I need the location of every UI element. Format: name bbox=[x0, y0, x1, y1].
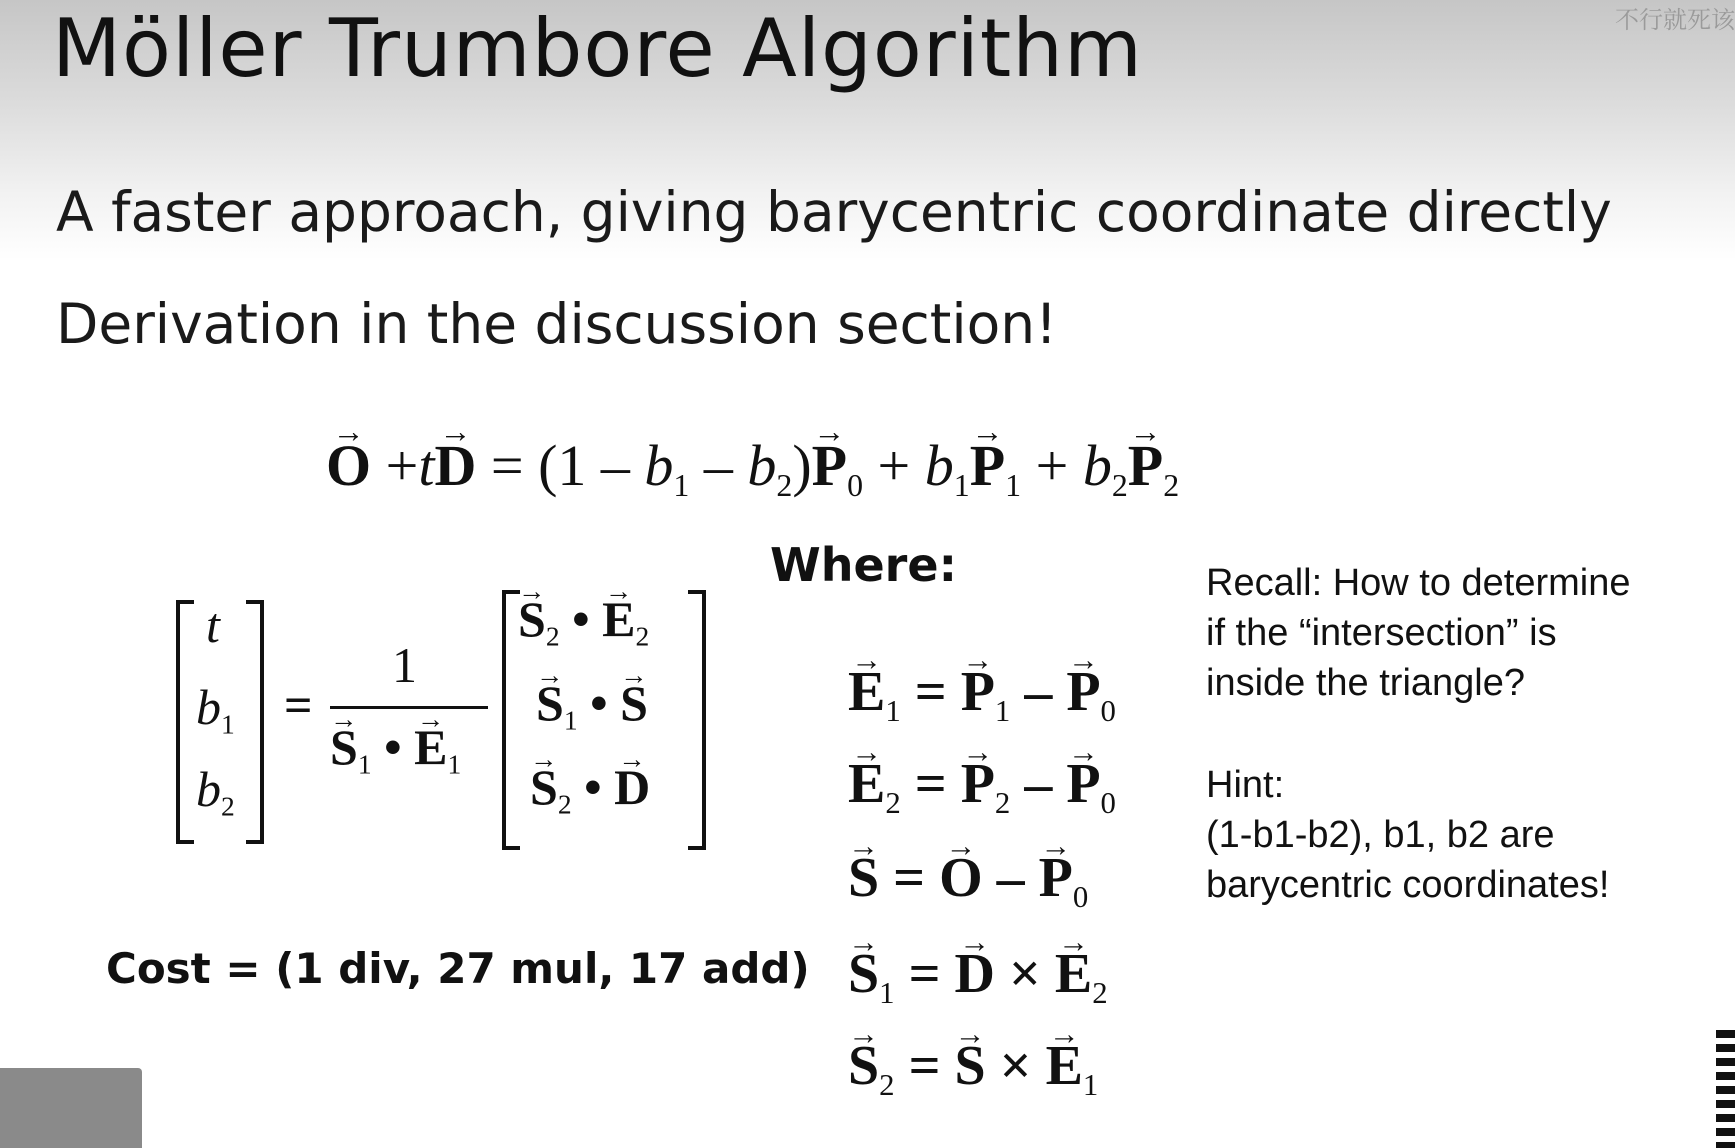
hint-line-2: barycentric coordinates! bbox=[1206, 864, 1610, 906]
qr-code-fragment bbox=[1716, 1030, 1735, 1148]
right-vector-bracket-close bbox=[688, 590, 706, 850]
recall-line-1: Recall: How to determine bbox=[1206, 562, 1631, 604]
cost-label: Cost = (1 div, 27 mul, 17 add) bbox=[106, 944, 810, 993]
subtitle-derivation: Derivation in the discussion section! bbox=[56, 292, 1058, 356]
matrix-b1: $b_1$ bbox=[196, 679, 235, 740]
where-label: Where: bbox=[770, 538, 957, 592]
def-E2: → $E_2$ = → $P_2$ – → $P_0$ bbox=[848, 752, 1116, 821]
webcam-overlay bbox=[0, 1068, 142, 1148]
subtitle-faster-approach: A faster approach, giving barycentric coordinate directly bbox=[56, 180, 1612, 244]
left-vector-bracket-close bbox=[246, 600, 264, 844]
recall-line-3: inside the triangle? bbox=[1206, 662, 1525, 704]
matrix-b2: $b_2$ bbox=[196, 761, 235, 822]
fraction-numerator: 1 bbox=[392, 637, 417, 693]
matrix-S2-dot-D: → $S_2$ • → D bbox=[530, 758, 650, 821]
matrix-S1-dot-S: → $S_1$ • → S bbox=[536, 674, 648, 737]
ray-triangle-equation: → $O +t\to D = (1 - b_1 - b_2)\to P_0 + b_1\to P_1 + b_2\to P_2$ bbox=[326, 432, 1179, 504]
def-S2: → $S_2$ = → S × → $E_1$ bbox=[848, 1034, 1098, 1103]
matrix-equals: = bbox=[284, 677, 313, 733]
hint-line-1: (1-b1-b2), b1, b2 are bbox=[1206, 814, 1555, 856]
vector-O: → O bbox=[326, 432, 371, 499]
matrix-S2-dot-E2: → $S_2$ • → $E_2$ bbox=[518, 590, 649, 653]
slide-title: Möller Trumbore Algorithm bbox=[52, 2, 1143, 95]
def-S: → S = → O – → $P_0$ bbox=[848, 846, 1088, 915]
def-E1: → $E_1$ = → $P_1$ – → $P_0$ bbox=[848, 660, 1116, 729]
def-S1: → $S_1$ = → D × → $E_2$ bbox=[848, 942, 1108, 1011]
recall-line-2: if the “intersection” is bbox=[1206, 612, 1557, 654]
left-vector-bracket-open bbox=[176, 600, 194, 844]
watermark: 不行就死该 bbox=[1615, 6, 1735, 34]
hint-label: Hint: bbox=[1206, 764, 1285, 806]
matrix-t: t bbox=[206, 597, 220, 653]
fraction-denominator: → $S_1$ • → $E_1$ bbox=[330, 718, 461, 781]
vector-D: → D bbox=[434, 432, 476, 499]
